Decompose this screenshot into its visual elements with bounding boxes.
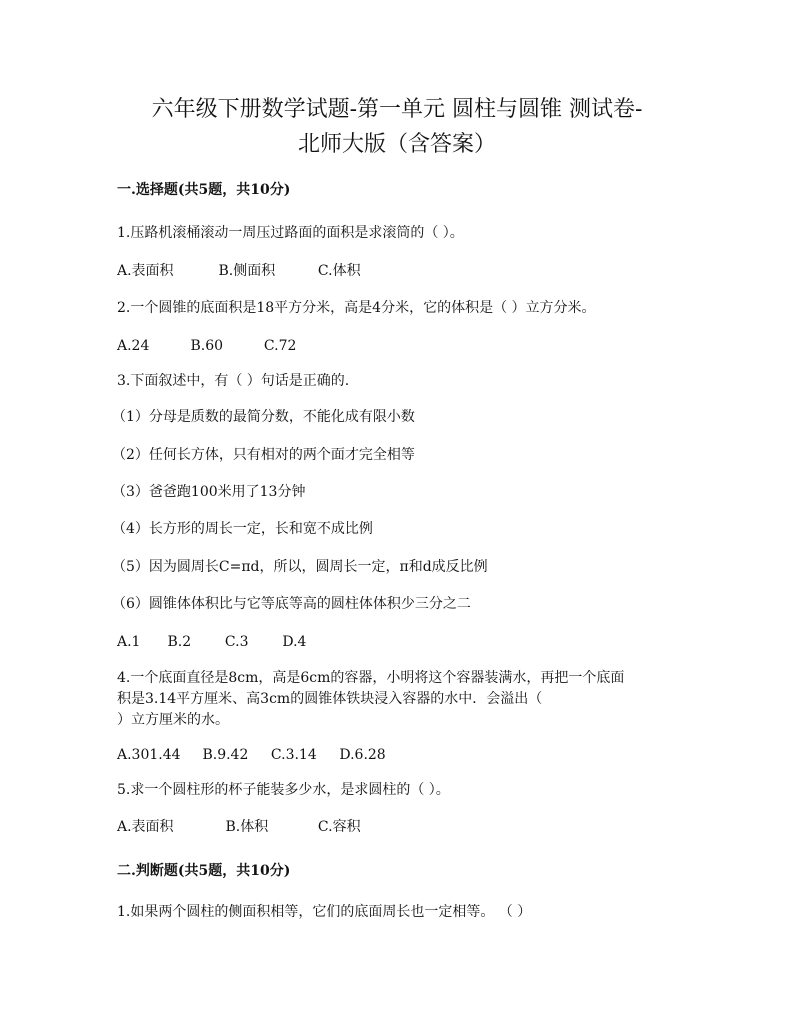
statement-4: （4）长方形的周长一定，长和宽不成比例 bbox=[112, 521, 373, 537]
question-5-options bbox=[117, 817, 361, 837]
option-b: B.侧面积 bbox=[218, 263, 276, 279]
option-c: C.容积 bbox=[317, 819, 361, 835]
option-d: D.6.28 bbox=[339, 747, 386, 763]
question-4-options bbox=[117, 745, 386, 765]
option-b: B.60 bbox=[190, 338, 224, 354]
statement-5: （5）因为圆周长C=πd，所以，圆周长一定，π和d成反比例 bbox=[112, 559, 488, 575]
option-c: C.3.14 bbox=[270, 747, 317, 763]
statement-2: （2）任何长方体，只有相对的两个面才完全相等 bbox=[112, 447, 415, 463]
question-2-options bbox=[117, 336, 296, 356]
page-title-line-2: 北师大版（含答案） bbox=[297, 132, 496, 157]
option-c: C.72 bbox=[263, 338, 297, 354]
question-4-text-line-2: 积是3.14平方厘米、高3cm的圆锥体铁块浸入容器的水中．会溢出（ bbox=[117, 691, 543, 707]
option-b: B.2 bbox=[167, 634, 192, 650]
question-4-text-line-1: 4.一个底面直径是8cm，高是6cm的容器，小明将这个容器装满水，再把一个底面 bbox=[117, 670, 625, 686]
option-c: C.3 bbox=[224, 634, 249, 650]
question-3-text: 3.下面叙述中，有（ ）句话是正确的. bbox=[117, 373, 350, 389]
section-heading-judgement: 二.判断题(共5题，共10分) bbox=[117, 863, 291, 879]
option-a: A.24 bbox=[117, 338, 150, 354]
question-2-text: 2.一个圆锥的底面积是18平方分米，高是4分米，它的体积是（ ）立方分米。 bbox=[117, 300, 596, 316]
statement-3: （3）爸爸跑100米用了13分钟 bbox=[112, 484, 306, 500]
option-b: B.9.42 bbox=[202, 747, 249, 763]
judgement-question-1-text: 1.如果两个圆柱的侧面积相等，它们的底面周长也一定相等。 （ ） bbox=[117, 904, 532, 920]
section-heading-choice: 一.选择题(共5题，共10分) bbox=[117, 182, 291, 198]
option-d: D.4 bbox=[282, 634, 307, 650]
option-a: A.301.44 bbox=[117, 747, 181, 763]
option-a: A.表面积 bbox=[117, 263, 174, 279]
option-a: A.表面积 bbox=[117, 819, 174, 835]
option-c: C.体积 bbox=[317, 263, 361, 279]
statement-6: （6）圆锥体体积比与它等底等高的圆柱体体积少三分之二 bbox=[112, 596, 471, 612]
question-1-options bbox=[117, 261, 361, 281]
question-5-text: 5.求一个圆柱形的杯子能装多少水，是求圆柱的（ ）。 bbox=[117, 782, 450, 798]
question-1-text: 1.压路机滚桶滚动一周压过路面的面积是求滚筒的（ ）。 bbox=[117, 225, 464, 241]
statement-1: （1）分母是质数的最简分数，不能化成有限小数 bbox=[112, 409, 415, 425]
page-title-line-1: 六年级下册数学试题-第一单元 圆柱与圆锥 测试卷- bbox=[151, 97, 643, 122]
option-a: A.1 bbox=[117, 634, 141, 650]
question-3-options bbox=[117, 632, 306, 652]
question-4-text-line-3: ）立方厘米的水。 bbox=[117, 712, 229, 728]
option-b: B.体积 bbox=[225, 819, 269, 835]
